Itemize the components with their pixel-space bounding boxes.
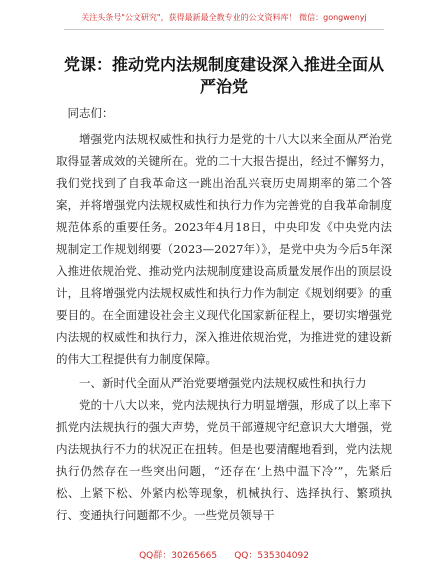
- section-heading: 一、新时代全面从严治党要增强党内法规权威性和执行力: [79, 376, 367, 390]
- footer-contact: [0, 548, 448, 561]
- header-notice[interactable]: 关注头条号"公文研究"，获得最新最全教专业的公文资料库！ 微信：gongwenyj: [81, 13, 367, 22]
- salutation: 同志们：: [67, 106, 114, 120]
- body-paragraph: 增强党内法规权威性和执行力是党的十八大以来全面从严治党取得显著成效的关键所在。党的二十大报告提出，经过不懈努力，我们党找到了自我革命这一跳出治乱兴衰历史周期率的第二个答案，并将增强党内法规权威性和执行力作为完善党的自我革命制度规范体系的重要任务。2023年4月18日，中央印发《中央党内法规制定工作规划纲要（2023—2027年）》，是党中央为今后5年深入推进依规治党、推动党内法规制度建设高质量发展作出的顶层设计，且将增强党内法规权威性和执行力作为制定《规划纲要》的重要目的。在全面建设社会主义现代化国家新征程上，要切实增强党内法规的权威性和执行力，深入推进依规治党，为推进党的建设新的伟大工程提供有力制度保障。: [56, 132, 392, 366]
- header-divider: [64, 29, 384, 30]
- body-paragraph: 党的十八大以来，党内法规执行力明显增强，形成了以上率下抓党内法规执行的强大声势，党员干部遵规守纪意识大大增强，党内法规执行不力的状况正在扭转。但是也要清醒地看到，党内法规执行仍然存在一些突出问题，“还存在‘上热中温下冷’”，先紧后松、上紧下松、外紧内松等现象，机械执行、选择执行、繁琐执行、变通执行问题都不少。一些党员领导干: [56, 398, 392, 522]
- document-body: [56, 102, 392, 526]
- footer-qq: QQ：535304092: [234, 551, 309, 561]
- footer-qq-group: QQ群：30265665: [139, 551, 218, 561]
- document-title: 党课：推动党内法规制度建设深入推进全面从严治党: [63, 55, 384, 96]
